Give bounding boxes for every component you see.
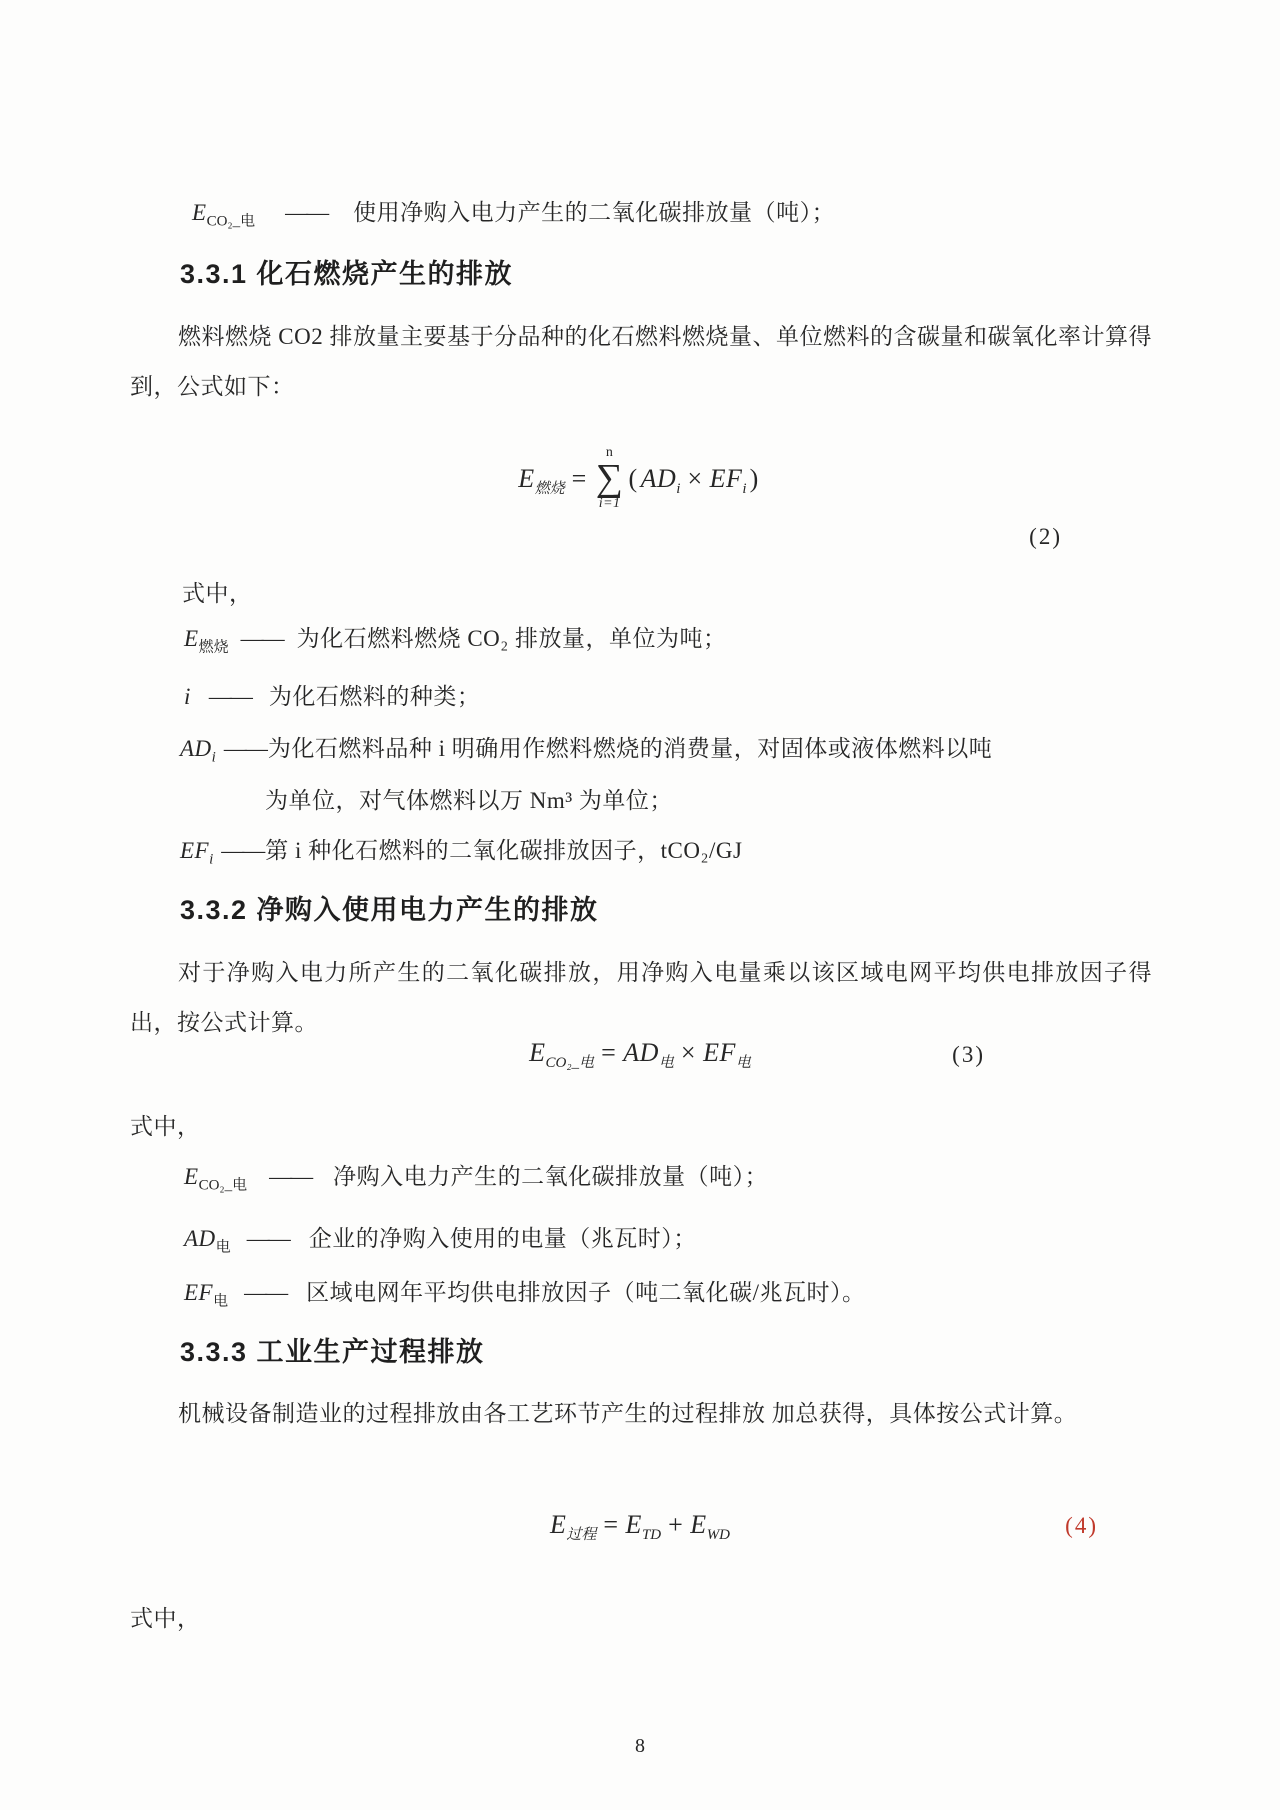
formula-4-expression <box>549 1510 731 1544</box>
term-symbol: E <box>184 626 199 651</box>
section-heading-331: 3.3.1 化石燃烧产生的排放 <box>180 259 514 289</box>
definition-row <box>184 1160 768 1194</box>
em-dash: —— <box>208 684 251 709</box>
term-subscript: i <box>209 851 214 868</box>
definition-row <box>184 1276 866 1310</box>
definition-text: 区域电网年平均供电排放因子（吨二氧化碳/兆瓦时）。 <box>306 1280 866 1305</box>
term-symbol: EF <box>180 838 210 863</box>
times-sign: × <box>680 1038 697 1067</box>
formula-term2-sub: 电 <box>735 1055 751 1072</box>
term-symbol: EF <box>184 1280 214 1305</box>
term-subscript: 电 <box>215 1239 231 1256</box>
term-symbol: AD <box>184 1226 216 1251</box>
term-subscript: 燃烧 <box>198 639 229 656</box>
formula-term2-sub: i <box>742 481 747 498</box>
em-dash: —— <box>244 1280 287 1305</box>
term-subscript: CO₂_电 <box>198 1177 248 1194</box>
times-sign: × <box>687 464 703 494</box>
open-paren: ( <box>628 464 638 494</box>
formula-lhs-sub: 过程 <box>566 1527 597 1544</box>
definition-text: 企业的净购入使用的电量（兆瓦时）； <box>308 1226 697 1251</box>
definition-row <box>192 196 835 230</box>
equals-sign: = <box>601 1038 617 1067</box>
definition-text: 为化石燃料的种类； <box>268 684 481 709</box>
definition-row <box>184 1222 697 1256</box>
formula-term1-sub: 电 <box>658 1055 674 1072</box>
formula-lhs: E <box>518 464 535 494</box>
formula-term2-sub: WD <box>706 1527 731 1544</box>
section-heading-333: 3.3.3 工业生产过程排放 <box>180 1337 485 1367</box>
formula-term1: AD <box>623 1038 659 1067</box>
section-heading-332: 3.3.2 净购入使用电力产生的排放 <box>180 895 599 925</box>
definition-text: 第 i 种化石燃料的二氧化碳排放因子，tCO₂/GJ <box>265 838 743 863</box>
where-label-2: 式中， <box>130 1114 201 1139</box>
formula-term2: EF <box>703 1038 736 1067</box>
term-subscript: i <box>211 749 216 766</box>
em-dash: —— <box>285 200 328 225</box>
sum-lower-limit: i=1 <box>598 496 621 512</box>
summation-symbol <box>596 445 624 512</box>
formula-term2: EF <box>709 464 743 494</box>
definition-text: 使用净购入电力产生的二氧化碳排放量（吨）； <box>353 200 836 225</box>
formula-fuel-combustion <box>0 445 1280 515</box>
definition-row <box>184 680 480 714</box>
equals-sign: = <box>571 464 587 494</box>
equals-sign: = <box>603 1510 619 1539</box>
definition-text: 净购入电力产生的二氧化碳排放量（吨）； <box>333 1164 769 1189</box>
definition-row <box>184 622 727 656</box>
paragraph-332: 对于净购入电力所产生的二氧化碳排放，用净购入电量乘以该区域电网平均供电排放因子得出，按公式计算。 <box>130 960 1152 1035</box>
term-symbol: E <box>192 200 207 225</box>
sum-upper-limit: n <box>605 445 614 460</box>
equation-number-2: (2) <box>1029 524 1062 549</box>
formula-lhs: E <box>529 1038 546 1067</box>
term-symbol: i <box>184 684 191 709</box>
formula-3-expression <box>529 1038 751 1072</box>
definition-text: 为化石燃料燃烧 CO₂ 排放量，单位为吨； <box>296 626 727 651</box>
definition-row <box>180 834 742 868</box>
em-dash: —— <box>223 736 266 761</box>
em-dash: —— <box>240 626 283 651</box>
formula-lhs: E <box>549 1510 567 1539</box>
definition-continuation: 为单位，对气体燃料以万 Nm³ 为单位； <box>265 788 673 813</box>
definition-text: 为化石燃料品种 i 明确用作燃料燃烧的消费量，对固体或液体燃料以吨 <box>267 736 993 761</box>
term-symbol: E <box>184 1164 199 1189</box>
close-paren: ) <box>749 464 759 494</box>
formula-term2: E <box>690 1510 707 1539</box>
paragraph-331: 燃料燃烧 CO2 排放量主要基于分品种的化石燃料燃烧量、单位燃料的含碳量和碳氧化率计算得到，公式如下： <box>130 324 1152 399</box>
paragraph-333: 机械设备制造业的过程排放由各工艺环节产生的过程排放 加总获得，具体按公式计算。 <box>178 1401 1078 1426</box>
em-dash: —— <box>269 1164 312 1189</box>
definition-row <box>180 732 992 766</box>
formula-term1: E <box>625 1510 642 1539</box>
page-number: 8 <box>635 1735 645 1757</box>
formula-lhs-sub: CO₂_电 <box>545 1055 595 1072</box>
em-dash: —— <box>221 838 264 863</box>
term-subscript: CO₂_电 <box>206 213 256 230</box>
where-label-3: 式中， <box>130 1606 201 1631</box>
term-symbol: AD <box>180 736 212 761</box>
em-dash: —— <box>246 1226 289 1251</box>
where-label-1: 式中， <box>182 581 253 606</box>
formula-term1-sub: i <box>676 481 681 498</box>
equation-number-3: (3) <box>952 1042 985 1067</box>
formula-term1: AD <box>640 464 677 494</box>
formula-electricity <box>0 1038 1280 1072</box>
plus-sign: + <box>668 1510 684 1539</box>
formula-term1-sub: TD <box>641 1527 662 1544</box>
sigma-icon: ∑ <box>595 457 624 500</box>
formula-2-expression <box>518 445 761 512</box>
equation-number-4: (4) <box>1065 1513 1098 1538</box>
term-subscript: 电 <box>213 1293 229 1310</box>
formula-lhs-sub: 燃烧 <box>534 481 565 498</box>
